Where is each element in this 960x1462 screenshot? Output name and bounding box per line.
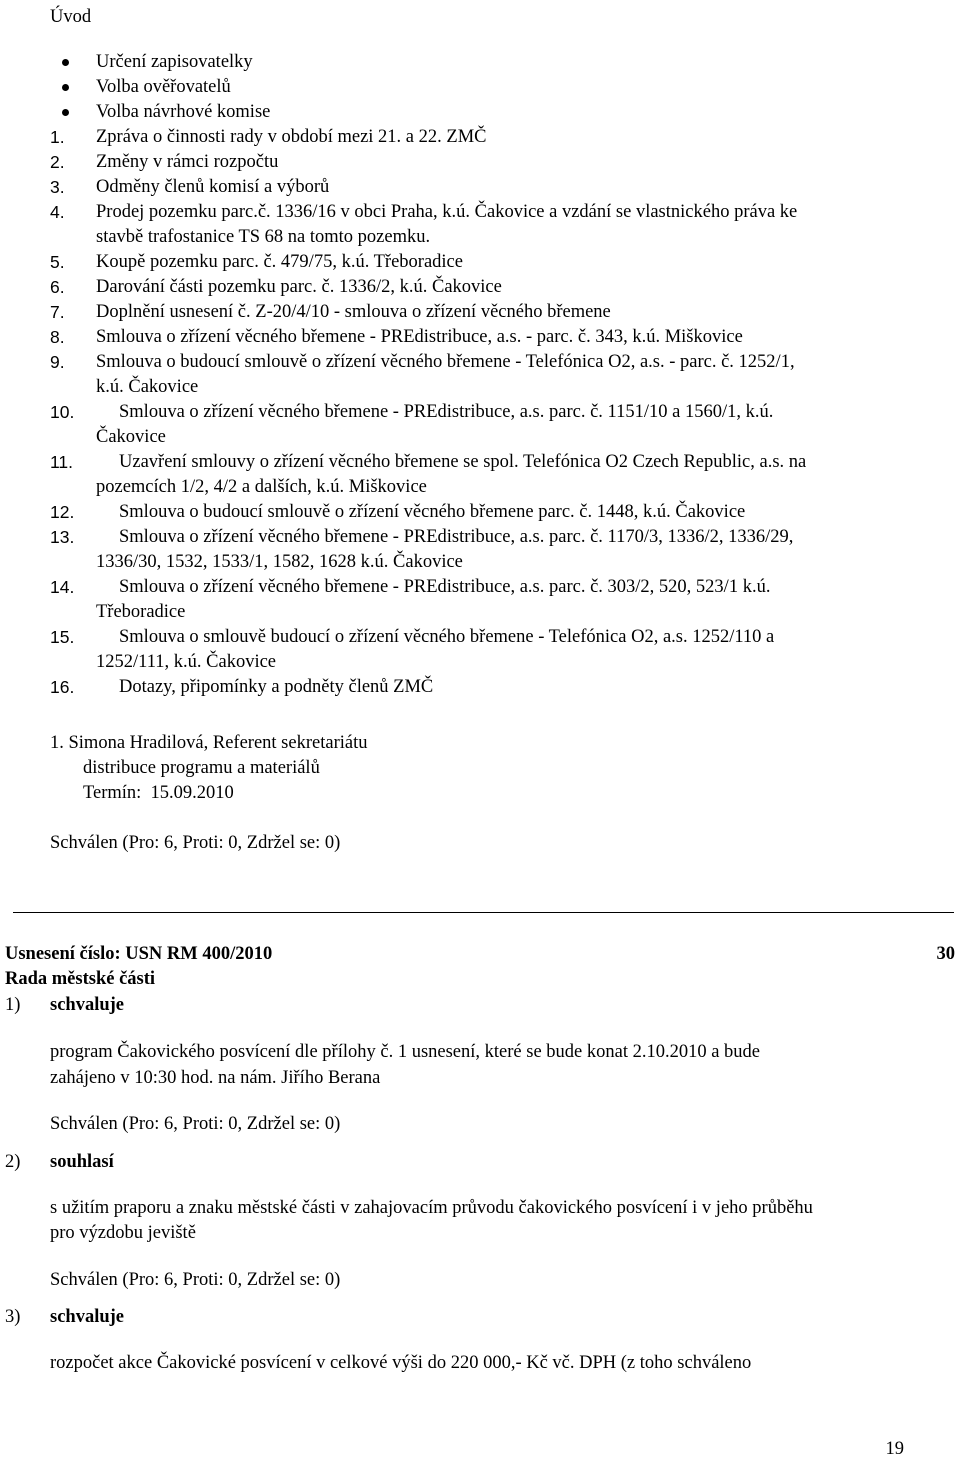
agenda-text: Dotazy, připomínky a podněty členů ZMČ [119, 677, 434, 697]
agenda-text-cont: 1336/30, 1532, 1533/1, 1582, 1628 k.ú. Čakovice [96, 552, 463, 572]
agenda-text-cont: Čakovice [96, 427, 166, 447]
agenda-number: 14. [50, 577, 75, 597]
agenda-text: Prodej pozemku parc.č. 1336/16 v obci Praha, k.ú. Čakovice a vzdání se vlastnického práva ke [96, 202, 798, 222]
task-deadline: Termín: 15.09.2010 [83, 783, 234, 803]
agenda-number: 13. [50, 527, 75, 547]
agenda-number: 4. [50, 202, 65, 222]
agenda-number: 9. [50, 352, 65, 372]
agenda-number: 2. [50, 152, 65, 172]
point-verb: souhlasí [50, 1152, 114, 1172]
point-text: zahájeno v 10:30 hod. na nám. Jiřího Berana [50, 1068, 381, 1088]
agenda-number: 7. [50, 302, 65, 322]
agenda-text: Smlouva o budoucí smlouvě o zřízení věcného břemene parc. č. 1448, k.ú. Čakovice [119, 502, 746, 522]
task-description: distribuce programu a materiálů [83, 758, 320, 778]
bullet-dot [62, 84, 69, 91]
agenda-text: Smlouva o zřízení věcného břemene - PREdistribuce, a.s. - parc. č. 343, k.ú. Miškovice [96, 327, 743, 347]
point-number: 3) [5, 1307, 21, 1327]
bullet-dot [62, 109, 69, 116]
agenda-text: Koupě pozemku parc. č. 479/75, k.ú. Třeboradice [96, 252, 463, 272]
agenda-text: Smlouva o smlouvě budoucí o zřízení věcného břemene - Telefónica O2, a.s. 1252/110 a [119, 627, 775, 647]
agenda-text: Smlouva o zřízení věcného břemene - PREdistribuce, a.s. parc. č. 303/2, 520, 523/1 k.ú. [119, 577, 771, 597]
agenda-text: Smlouva o budoucí smlouvě o zřízení věcného břemene - Telefónica O2, a.s. - parc. č. 1252/1, [96, 352, 795, 372]
point-text: rozpočet akce Čakovické posvícení v celkové výši do 220 000,- Kč vč. DPH (z toho schváleno [50, 1353, 752, 1373]
point-number: 2) [5, 1152, 21, 1172]
agenda-text-cont: k.ú. Čakovice [96, 377, 199, 397]
agenda-number: 3. [50, 177, 65, 197]
bullet-text: Určení zapisovatelky [96, 52, 253, 72]
agenda-number: 10. [50, 402, 75, 422]
page-number: 19 [885, 1439, 904, 1459]
point-verb: schvaluje [50, 995, 124, 1015]
agenda-number: 15. [50, 627, 75, 647]
agenda-text: Odměny členů komisí a výborů [96, 177, 330, 197]
resolution-number: Usnesení číslo: USN RM 400/2010 [5, 944, 273, 964]
point-vote: Schválen (Pro: 6, Proti: 0, Zdržel se: 0) [50, 1114, 341, 1134]
resolution-body: Rada městské části [5, 969, 156, 989]
point-text: s užitím praporu a znaku městské části v zahajovacím průvodu čakovického posvícení i v jeho průběhu [50, 1198, 813, 1218]
agenda-number: 5. [50, 252, 65, 272]
task-assignee: 1. Simona Hradilová, Referent sekretariátu [50, 733, 368, 753]
bullet-dot [62, 59, 69, 66]
agenda-number: 11. [50, 452, 74, 472]
point-vote: Schválen (Pro: 6, Proti: 0, Zdržel se: 0) [50, 1270, 341, 1290]
agenda-number: 16. [50, 677, 75, 697]
agenda-text: Smlouva o zřízení věcného břemene - PREdistribuce, a.s. parc. č. 1170/3, 1336/2, 1336/29, [119, 527, 794, 547]
agenda-text: Zpráva o činnosti rady v období mezi 21. a 22. ZMČ [96, 127, 487, 147]
resolution-item-number: 30 [936, 944, 955, 964]
point-number: 1) [5, 995, 21, 1015]
agenda-text: Smlouva o zřízení věcného břemene - PREdistribuce, a.s. parc. č. 1151/10 a 1560/1, k.ú. [119, 402, 774, 422]
agenda-text-cont: Třeboradice [96, 602, 186, 622]
agenda-text-cont: 1252/111, k.ú. Čakovice [96, 652, 277, 672]
bullet-text: Volba návrhové komise [96, 102, 271, 122]
agenda-text: Darování části pozemku parc. č. 1336/2, k.ú. Čakovice [96, 277, 502, 297]
agenda-text: Doplnění usnesení č. Z-20/4/10 - smlouva o zřízení věcného břemene [96, 302, 611, 322]
vote-result: Schválen (Pro: 6, Proti: 0, Zdržel se: 0) [50, 833, 341, 853]
point-verb: schvaluje [50, 1307, 124, 1327]
page-heading: Úvod [50, 7, 92, 27]
agenda-number: 6. [50, 277, 65, 297]
agenda-text: Uzavření smlouvy o zřízení věcného břemene se spol. Telefónica O2 Czech Republic, a.s. na [119, 452, 807, 472]
agenda-number: 1. [50, 127, 65, 147]
agenda-number: 12. [50, 502, 75, 522]
agenda-text: Změny v rámci rozpočtu [96, 152, 279, 172]
agenda-text-cont: pozemcích 1/2, 4/2 a dalších, k.ú. Miškovice [96, 477, 427, 497]
point-text: pro výzdobu jeviště [50, 1223, 196, 1243]
bullet-text: Volba ověřovatelů [96, 77, 231, 97]
agenda-text-cont: stavbě trafostanice TS 68 na tomto pozemku. [96, 227, 431, 247]
point-text: program Čakovického posvícení dle přílohy č. 1 usnesení, které se bude konat 2.10.2010 a bude [50, 1042, 761, 1062]
agenda-number: 8. [50, 327, 65, 347]
separator-line [13, 912, 954, 913]
